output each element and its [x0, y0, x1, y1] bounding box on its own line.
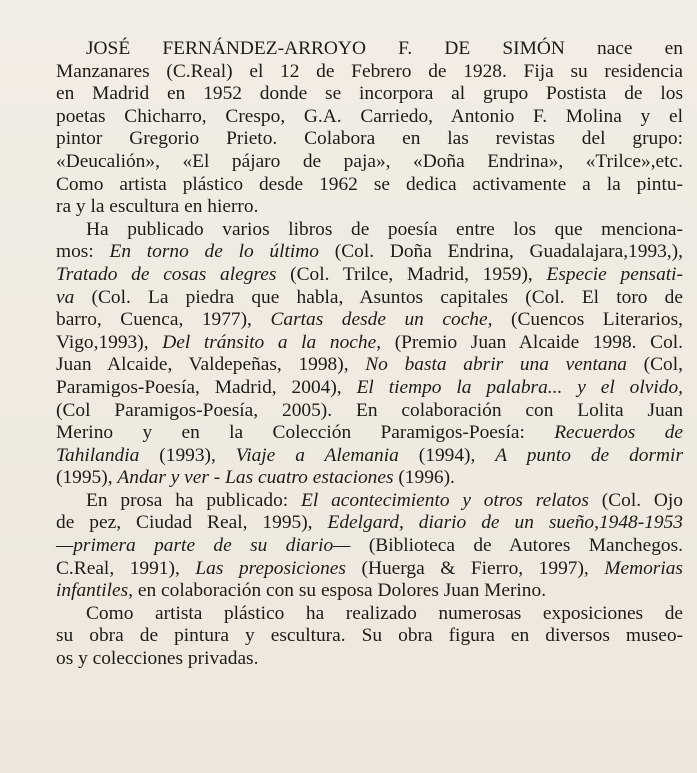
text-run: (Col. La piedra que habla, Asuntos capitales (Col. El toro de [74, 286, 683, 308]
text-line [56, 377, 683, 400]
title-italic: Del tránsito a la noche, [162, 331, 382, 353]
title-italic: Andar y ver - Las cuatro estaciones [117, 467, 394, 489]
text-run: (Biblioteca de Autores Manchegos. [350, 535, 684, 557]
title-italic: El tiempo la palabra... y el olvido, [356, 376, 684, 398]
text-run: (1995), [56, 467, 118, 489]
text-run: (Cuencos Literarios, [492, 309, 683, 331]
text-run: (1994), [398, 444, 496, 466]
text-line [56, 490, 683, 513]
text-line [56, 241, 683, 264]
paragraph [56, 219, 683, 490]
title-italic: Memorias [604, 557, 683, 579]
title-italic: Tratado de cosas alegres [56, 263, 277, 285]
text-run: (Col. Doña Endrina, Guadalajara,1993,), [318, 241, 683, 263]
text-line: Como artista plástico desde 1962 se dedica activamente a la pintu- [56, 173, 683, 195]
title-italic: Tahilandia [56, 444, 140, 466]
text-run: (Premio Juan Alcaide 1998. Col. [381, 331, 683, 353]
text-run: Paramigos-Poesía, Madrid, 2004), [56, 376, 357, 398]
text-line: ra y la escultura en hierro. [56, 196, 259, 218]
paragraph [56, 603, 683, 671]
text-run: barro, Cuenca, 1977), [56, 309, 271, 331]
text-line [56, 332, 683, 355]
text-run: de pez, Ciudad Real, 1995), [56, 512, 328, 534]
text-run: (Col Paramigos-Poesía, 2005). En colaboración con Lolita Juan [56, 399, 683, 421]
text-line: en Madrid en 1952 donde se incorpora al grupo Postista de los [56, 83, 683, 105]
text-line [56, 309, 683, 332]
text-run: (Col. Trilce, Madrid, 1959), [276, 263, 547, 285]
text-line [56, 558, 683, 581]
text-run: (Col, [626, 354, 683, 376]
title-italic: En torno de lo último [109, 241, 319, 263]
text-line: poetas Chicharro, Crespo, G.A. Carriedo, Antonio F. Molina y el [56, 105, 683, 127]
text-line [56, 580, 683, 603]
text-line [56, 264, 683, 287]
title-italic: Cartas desde un coche, [270, 309, 493, 331]
paragraph [56, 490, 683, 603]
text-run: mos: [56, 241, 110, 263]
text-run: (1993), [139, 444, 236, 466]
text-line [56, 467, 683, 490]
text-run: Juan Alcaide, Valdepeñas, 1998), [56, 354, 366, 376]
text-line [56, 535, 683, 558]
title-italic: Viaje a Alemania [235, 444, 399, 466]
text-line [56, 400, 683, 423]
text-run: (Huerga & Fierro, 1997), [345, 557, 605, 579]
text-line: os y colecciones privadas. [56, 648, 259, 670]
title-italic: Edelgard, diario de un sueño,1948-1953 [327, 512, 683, 534]
text-line [56, 354, 683, 377]
biography-text [56, 38, 683, 671]
text-run: en colaboración con su esposa Dolores Juan Merino. [133, 580, 547, 602]
title-italic: Las preposiciones [195, 557, 346, 579]
text-line [56, 287, 683, 310]
text-run: C.Real, 1991), [56, 557, 196, 579]
title-italic: Recuerdos de [554, 422, 683, 444]
title-italic: El acontecimiento y otros relatos [301, 489, 589, 511]
text-line: «Deucalión», «El pájaro de paja», «Doña Endrina», «Trilce»,etc. [56, 150, 683, 172]
paragraph [56, 38, 683, 219]
text-run: Vigo,1993), [56, 331, 163, 353]
text-line [56, 422, 683, 445]
text-line: JOSÉ FERNÁNDEZ-ARROYO F. DE SIMÓN nace en [86, 38, 683, 59]
text-run: (Col. Ojo [588, 489, 683, 511]
text-line [56, 445, 683, 468]
text-line [56, 219, 683, 242]
text-line: Como artista plástico ha realizado numerosas exposiciones de [86, 602, 683, 624]
title-italic: infantiles, [56, 580, 134, 602]
title-italic: Especie pensati- [546, 263, 683, 285]
text-line [56, 512, 683, 535]
text-run: Merino y en la Colección Paramigos-Poesía: [56, 422, 555, 444]
text-run: En prosa ha publicado: [86, 489, 302, 511]
title-italic: —primera parte de su diario— [56, 535, 351, 557]
title-italic: No basta abrir una ventana [365, 354, 627, 376]
text-run: (1996). [393, 467, 455, 489]
text-line: pintor Gregorio Prieto. Colabora en las revistas del grupo: [56, 128, 683, 150]
text-run: Ha publicado varios libros de poesía entre los que menciona- [86, 218, 683, 240]
text-line: su obra de pintura y escultura. Su obra figura en diversos museo- [56, 625, 683, 647]
text-line: Manzanares (C.Real) el 12 de Febrero de 1928. Fija su residencia [56, 60, 683, 82]
title-italic: va [56, 286, 75, 308]
title-italic: A punto de dormir [495, 444, 683, 466]
